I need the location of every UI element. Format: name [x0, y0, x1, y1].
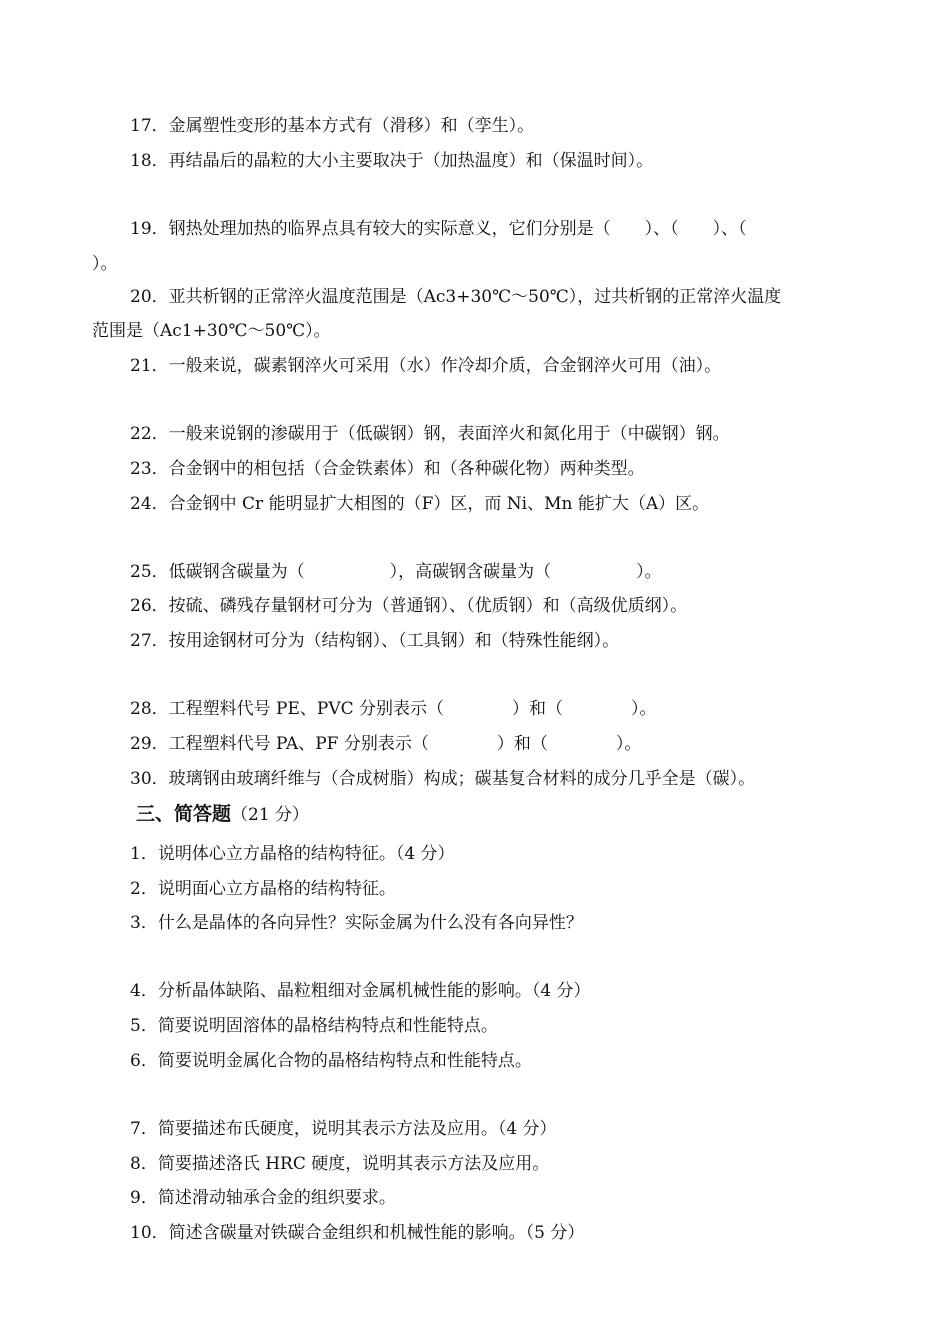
short-answer-10: 10．简述含碳量对铁碳合金组织和机械性能的影响。（5 分） — [130, 1223, 585, 1243]
short-answer-2: 2．说明面心立方晶格的结构特征。 — [130, 879, 396, 899]
short-answer-3: 3．什么是晶体的各向异性？实际金属为什么没有各向异性？ — [130, 913, 583, 933]
section-points: （21 分） — [231, 805, 310, 825]
question-17: 17．金属塑性变形的基本方式有（滑移）和（孪生）。 — [130, 116, 535, 136]
question-28: 28．工程塑料代号 PE、PVC 分别表示（ ）和（ ）。 — [130, 699, 657, 719]
question-19-line2: ）。 — [92, 254, 118, 274]
short-answer-6: 6．简要说明金属化合物的晶格结构特点和性能特点。 — [130, 1051, 532, 1071]
question-26: 26．按硫、磷残存量钢材可分为（普通钢）、（优质钢）和（高级优质纲）。 — [130, 596, 688, 616]
question-20-line2: 范围是（Ac1+30℃～50℃）。 — [92, 321, 331, 341]
short-answer-9: 9．简述滑动轴承合金的组织要求。 — [130, 1188, 396, 1208]
question-22: 22．一般来说钢的渗碳用于（低碳钢）钢，表面淬火和氮化用于（中碳钢）钢。 — [130, 424, 730, 444]
short-answer-1: 1．说明体心立方晶格的结构特征。（4 分） — [130, 844, 455, 864]
question-20-line1: 20．亚共析钢的正常淬火温度范围是（Ac3+30℃～50℃），过共析钢的正常淬火温度 — [130, 287, 782, 307]
question-24: 24．合金钢中 Cr 能明显扩大相图的（F）区，而 Ni、Mn 能扩大（A）区。 — [130, 494, 710, 514]
short-answer-5: 5．简要说明固溶体的晶格结构特点和性能特点。 — [130, 1016, 498, 1036]
question-30: 30．玻璃钢由玻璃纤维与（合成树脂）构成；碳基复合材料的成分几乎全是（碳）。 — [130, 769, 756, 789]
question-29: 29．工程塑料代号 PA、PF 分别表示（ ）和（ ）。 — [130, 734, 642, 754]
question-19-line1: 19．钢热处理加热的临界点具有较大的实际意义，它们分别是（ ）、（ ）、（ — [130, 219, 747, 239]
question-21: 21．一般来说，碳素钢淬火可采用（水）作冷却介质，合金钢淬火可用（油）。 — [130, 356, 722, 376]
section-title: 三、简答题 — [136, 803, 232, 825]
question-25: 25．低碳钢含碳量为（ ），高碳钢含碳量为（ ）。 — [130, 562, 662, 582]
section-heading — [0, 802, 950, 827]
question-23: 23．合金钢中的相包括（合金铁素体）和（各种碳化物）两种类型。 — [130, 459, 645, 479]
short-answer-7: 7．简要描述布氏硬度，说明其表示方法及应用。（4 分） — [130, 1119, 557, 1139]
short-answer-4: 4．分析晶体缺陷、晶粒粗细对金属机械性能的影响。（4 分） — [130, 981, 591, 1001]
question-18: 18．再结晶后的晶粒的大小主要取决于（加热温度）和（保温时间）。 — [130, 151, 654, 171]
short-answer-8: 8．简要描述洛氏 HRC 硬度，说明其表示方法及应用。 — [130, 1154, 550, 1174]
question-27: 27．按用途钢材可分为（结构钢）、（工具钢）和（特殊性能纲）。 — [130, 631, 620, 651]
